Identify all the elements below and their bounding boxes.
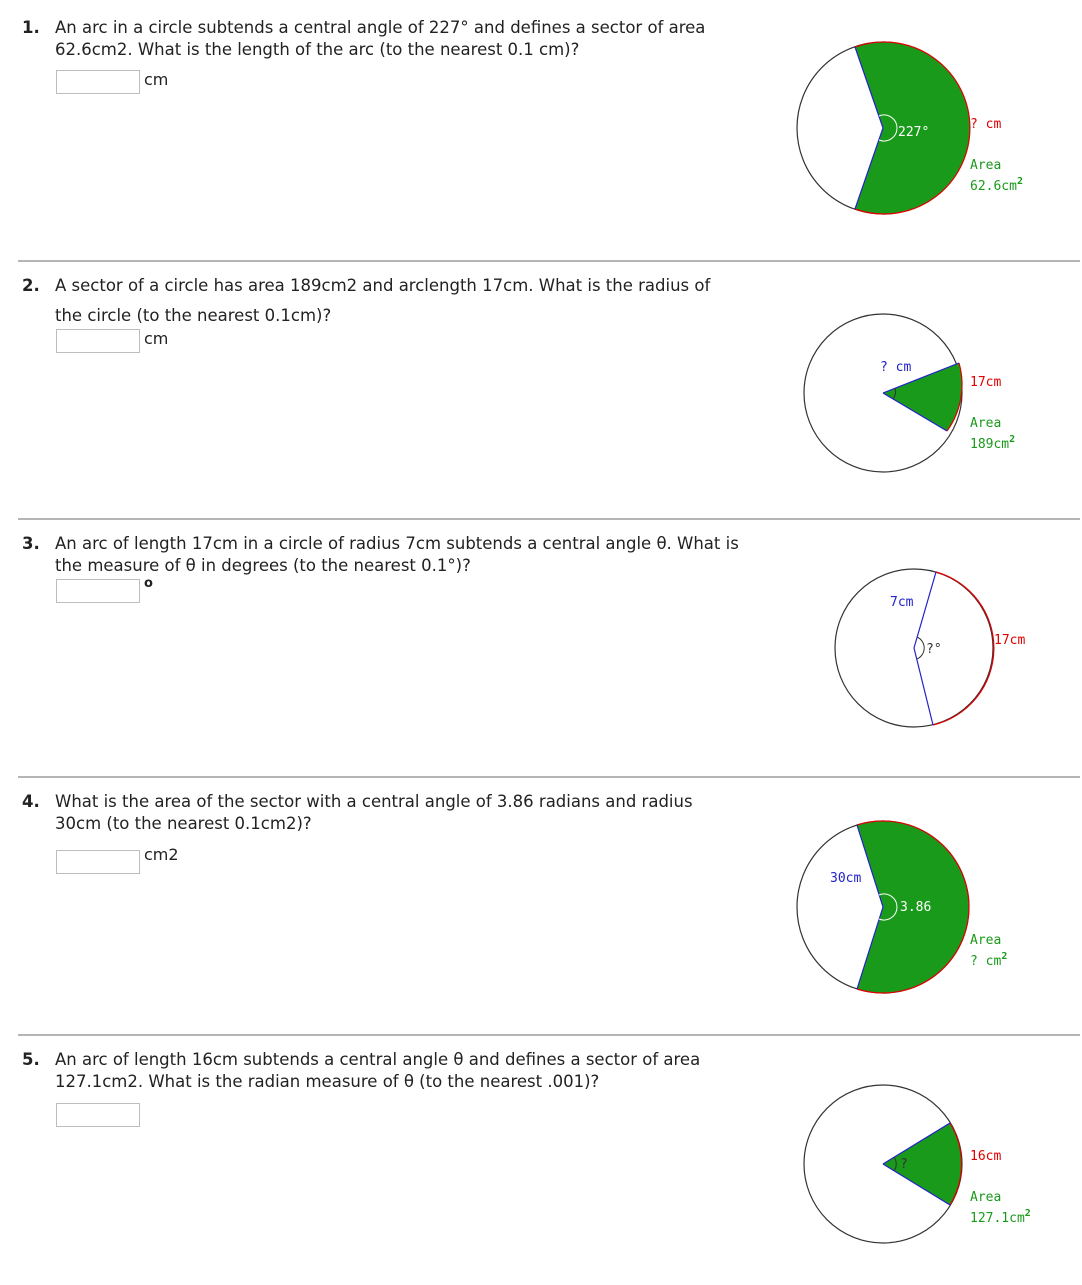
arc-length-label: 17cm xyxy=(970,375,1002,390)
area-label: Area xyxy=(970,158,1002,173)
area-value: ? $cm^2$ xyxy=(970,951,1008,969)
sector-diagram xyxy=(790,300,1080,510)
question-line-1: An arc of length 17cm in a circle of radius 7cm subtends a central angle θ. What is xyxy=(55,534,739,553)
angle-label: ? xyxy=(900,1157,908,1172)
area-label: Area xyxy=(970,416,1002,431)
answer-input[interactable] xyxy=(56,850,140,874)
question-line-1: An arc of length 16cm subtends a central angle θ and defines a sector of area xyxy=(55,1050,701,1069)
problem-divider xyxy=(18,776,1080,778)
area-value: $62.6cm^2$ xyxy=(970,176,1023,194)
arc-length-label: 16cm xyxy=(970,1149,1002,1164)
answer-unit: cm xyxy=(144,329,169,348)
question-line-2: 30cm (to the nearest 0.1cm2)? xyxy=(55,814,312,833)
degree-symbol: o xyxy=(144,576,153,591)
problem-number: 5. xyxy=(22,1050,40,1069)
area-value: $127.1cm^2$ xyxy=(970,1208,1031,1226)
problem-number: 3. xyxy=(22,534,40,553)
answer-input[interactable] xyxy=(56,579,140,603)
arc-length-label: 17cm xyxy=(994,633,1026,648)
area-label: Area xyxy=(970,933,1002,948)
question-line-1: An arc in a circle subtends a central angle of 227° and defines a sector of area xyxy=(55,18,706,37)
problem-number: 4. xyxy=(22,792,40,811)
answer-unit: cm xyxy=(144,70,169,89)
problem-divider xyxy=(18,1034,1080,1036)
sector-diagram xyxy=(790,555,1080,765)
area-value: $189cm^2$ xyxy=(970,434,1016,452)
answer-input[interactable] xyxy=(56,70,140,94)
question-line-1: A sector of a circle has area 189cm2 and arclength 17cm. What is the radius of xyxy=(55,276,711,295)
sector-diagram xyxy=(790,40,1080,250)
angle-label: ?° xyxy=(926,642,942,657)
angle-label: 227° xyxy=(898,125,930,140)
problem-divider xyxy=(18,260,1080,262)
answer-input[interactable] xyxy=(56,329,140,353)
question-line-1: What is the area of the sector with a central angle of 3.86 radians and radius xyxy=(55,792,693,811)
question-line-2: the circle (to the nearest 0.1cm)? xyxy=(55,306,332,325)
question-line-2: 127.1cm2. What is the radian measure of θ (to the nearest .001)? xyxy=(55,1072,600,1091)
question-line-2: the measure of θ in degrees (to the nearest 0.1°)? xyxy=(55,556,471,575)
radius-label: 7cm xyxy=(890,595,914,610)
sector-diagram xyxy=(790,820,1080,1030)
problem-number: 1. xyxy=(22,18,40,37)
question-line-2: 62.6cm2. What is the length of the arc (to the nearest 0.1 cm)? xyxy=(55,40,580,59)
area-label: Area xyxy=(970,1190,1002,1205)
problem-divider xyxy=(18,518,1080,520)
radius-label: ? cm xyxy=(880,360,912,375)
arc-length-label: ? cm xyxy=(970,117,1002,132)
problem-number: 2. xyxy=(22,276,40,295)
answer-unit: cm2 xyxy=(144,845,179,864)
angle-label: 3.86 xyxy=(900,900,932,915)
answer-input[interactable] xyxy=(56,1103,140,1127)
radius-label: 30cm xyxy=(830,871,862,886)
